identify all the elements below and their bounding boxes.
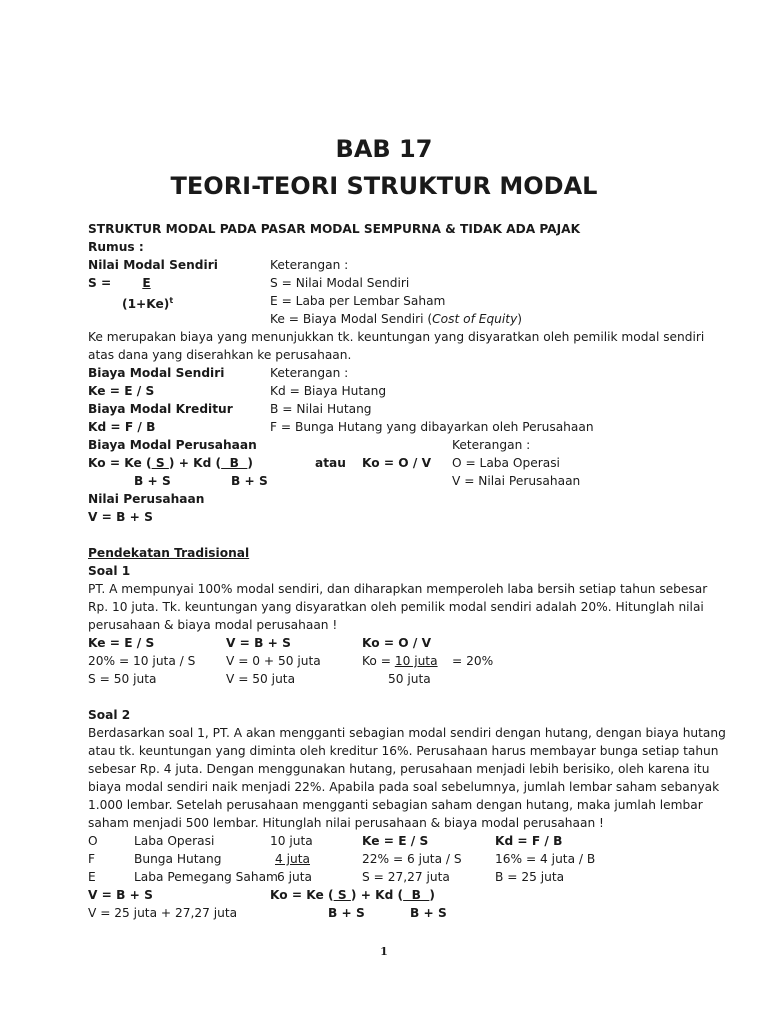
soal1-text-line-1: PT. A mempunyai 100% modal sendiri, dan diharapkan memperoleh laba bersih setiap tahun sebesar [88,582,708,596]
soal2-ko-den1: B + S [328,906,365,920]
ket-ke [270,310,522,328]
soal2-v-formula: V = B + S [88,888,153,902]
formula-ko [88,454,253,472]
ket-ke-italic: Cost of Equity [432,312,518,326]
ke-explanation-line-1: Ke merupakan biaya yang menunjukkan tk. keuntungan yang disyaratkan oleh pemilik modal sendiri [88,330,705,344]
soal2-row-e-value: 6 juta [277,870,312,884]
formula-ko-b: ) + Kd ( [168,456,222,470]
formula-s [88,274,177,292]
soal2-row-f-label: Bunga Hutang [134,852,222,866]
soal1-ko-result: = 20% [452,654,494,668]
soal1-ko-numerator: 10 juta [394,654,438,668]
soal2-text-line-2: atau tk. keuntungan yang diminta oleh kreditur 16%. Perusahaan harus membayar bunga setiap tahun [88,744,719,758]
soal1-col3-head: Ko = O / V [362,636,432,650]
ket-kd: Kd = Biaya Hutang [270,384,387,398]
soal2-row-o-code: O [88,834,98,848]
formula-ko-a: Ko = Ke ( [88,456,152,470]
soal1-col1-line-3: S = 50 juta [88,672,157,686]
ket-b: B = Nilai Hutang [270,402,372,416]
biaya-modal-perusahaan-heading: Biaya Modal Perusahaan [88,438,257,452]
soal1-col1-head: Ke = E / S [88,636,155,650]
keterangan-label-1: Keterangan : [270,258,349,272]
ket-v: V = Nilai Perusahaan [452,474,581,488]
formula-ke: Ke = E / S [88,384,155,398]
soal2-text-line-1: Berdasarkan soal 1, PT. A akan mengganti sebagian modal sendiri dengan hutang, dengan biaya hutang [88,726,726,740]
formula-s-den-text: (1+Ke) [122,297,170,312]
soal2-row-f-code: F [88,852,96,866]
soal2-v-calc: V = 25 juta + 27,27 juta [88,906,238,920]
formula-ko-den1: B + S [134,474,171,488]
chapter-title: TEORI-TEORI STRUKTUR MODAL [170,172,598,200]
soal2-row-e-label: Laba Pemegang Saham [134,870,278,884]
soal1-col2-line-3: V = 50 juta [226,672,296,686]
soal2-row-f-ke: 22% = 6 juta / S [362,852,462,866]
soal2-row-e-kd: B = 25 juta [495,870,565,884]
biaya-modal-sendiri-heading: Biaya Modal Sendiri [88,366,225,380]
formula-ko-den2: B + S [231,474,268,488]
pendekatan-heading: Pendekatan Tradisional [88,546,250,560]
nilai-modal-sendiri-heading: Nilai Modal Sendiri [88,258,218,272]
soal1-col1-line-2: 20% = 10 juta / S [88,654,196,668]
soal2-row-e-ke: S = 27,27 juta [362,870,450,884]
soal2-row-e-code: E [88,870,96,884]
chapter-number: BAB 17 [335,135,433,163]
formula-ko-frac2-num: B [221,456,248,470]
soal1-ko-denominator: 50 juta [388,672,431,686]
soal1-ko-prefix: Ko = [362,654,395,668]
soal1-text-line-3: perusahaan & biaya modal perusahaan ! [88,618,338,632]
soal2-text-line-6: saham menjadi 500 lembar. Hitunglah nilai perusahaan & biaya modal perusahaan ! [88,816,604,830]
ket-ke-suffix: ) [517,312,523,326]
soal2-row-o-ke: Ke = E / S [362,834,429,848]
formula-ko-c: ) [247,456,253,470]
soal1-text-line-2: Rp. 10 juta. Tk. keuntungan yang disyaratkan oleh pemilik modal sendiri adalah 20%. Hitunglah nilai [88,600,704,614]
soal2-text-line-5: 1.000 lembar. Setelah perusahaan mengganti sebagian saham dengan hutang, maka jumlah lembar [88,798,703,812]
ke-explanation-line-2: atas dana yang diserahkan ke perusahaan. [88,348,352,362]
soal2-row-o-kd: Kd = F / B [495,834,563,848]
rumus-label: Rumus : [88,240,144,254]
soal2-row-o-value: 10 juta [270,834,313,848]
biaya-modal-kreditur-heading: Biaya Modal Kreditur [88,402,233,416]
soal2-ko-formula [270,886,435,904]
soal2-text-line-4: biaya modal sendiri naik menjadi 22%. Apabila pada soal sebelumnya, jumlah lembar saham sebanyak [88,780,720,794]
ket-f: F = Bunga Hutang yang dibayarkan oleh Perusahaan [270,420,594,434]
soal2-ko-c: ) [429,888,435,902]
formula-v: V = B + S [88,510,153,524]
ket-e: E = Laba per Lembar Saham [270,294,446,308]
soal1-col2-line-2: V = 0 + 50 juta [226,654,321,668]
soal2-row-o-label: Laba Operasi [134,834,215,848]
keterangan-label-3: Keterangan : [452,438,531,452]
soal2-ko-frac2-num: B [403,888,430,902]
ket-ke-prefix: Ke = Biaya Modal Sendiri ( [270,312,433,326]
soal2-ko-frac1-num: S [333,888,351,902]
soal2-heading: Soal 2 [88,708,131,722]
atau-label: atau [315,456,346,470]
formula-ko-frac1-num: S [151,456,169,470]
section-heading: STRUKTUR MODAL PADA PASAR MODAL SEMPURNA & TIDAK ADA PAJAK [88,222,581,236]
formula-s-lhs: S = [88,276,116,290]
soal2-ko-a: Ko = Ke ( [270,888,334,902]
soal2-row-f-value: 4 juta [275,852,310,866]
page-number: 1 [380,945,388,958]
formula-s-denominator [122,292,173,313]
soal2-text-line-3: sebesar Rp. 4 juta. Dengan menggunakan hutang, perusahaan menjadi lebih berisiko, oleh karena itu [88,762,710,776]
formula-kd: Kd = F / B [88,420,156,434]
soal2-ko-b: ) + Kd ( [350,888,404,902]
soal2-row-f-kd: 16% = 4 juta / B [495,852,596,866]
formula-s-exponent: t [169,296,174,305]
soal1-heading: Soal 1 [88,564,131,578]
nilai-perusahaan-heading: Nilai Perusahaan [88,492,205,506]
soal1-col2-head: V = B + S [226,636,291,650]
formula-s-numerator: E [142,276,151,290]
soal2-ko-den2: B + S [410,906,447,920]
keterangan-label-2: Keterangan : [270,366,349,380]
formula-ko-alt: Ko = O / V [362,456,432,470]
soal1-col3-line-2 [362,652,438,670]
ket-s: S = Nilai Modal Sendiri [270,276,410,290]
ket-o: O = Laba Operasi [452,456,560,470]
